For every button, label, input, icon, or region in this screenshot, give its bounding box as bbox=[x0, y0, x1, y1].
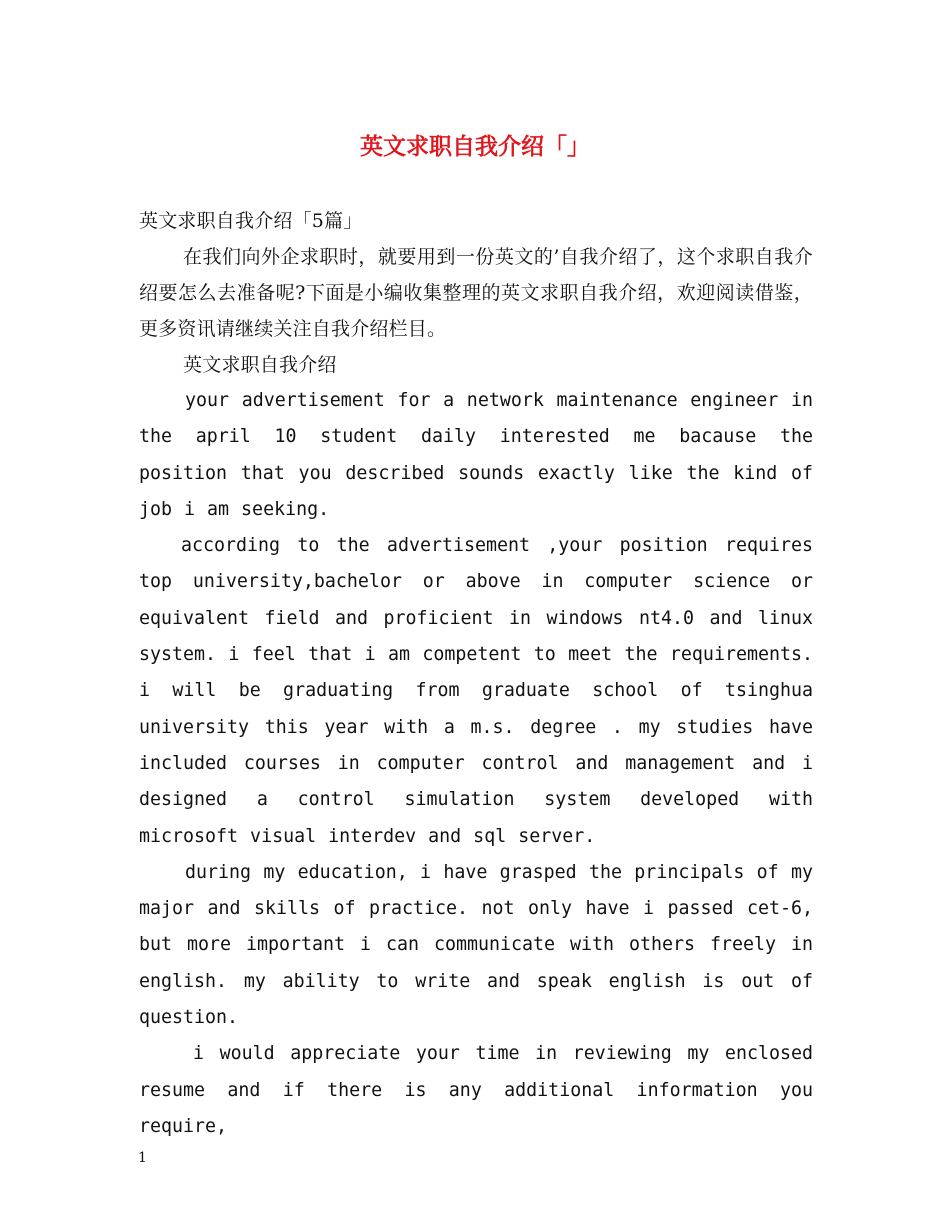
body-paragraph-2: according to the advertisement ,your position requires top university,bachelor or above in computer science or equivalent field and proficient in windows nt4.0 and linux system. i feel that i am competent to meet the requirements. i will be graduating from graduate school of tsinghua university this year with a m.s. degree . my studies have included courses in computer control and management and i designed a control simulation system developed with microsoft visual interdev and sql server. bbox=[139, 535, 813, 847]
document-title: 英文求职自我介绍「」 bbox=[360, 133, 590, 160]
document-body bbox=[139, 203, 813, 1145]
body-paragraph-4: i would appreciate your time in reviewing my enclosed resume and if there is any additional information you require, bbox=[139, 1043, 813, 1137]
intro-paragraph: 在我们向外企求职时，就要用到一份英文的’自我介绍了，这个求职自我介绍要怎么去准备呢?下面是小编收集整理的英文求职自我介绍，欢迎阅读借鉴，更多资讯请继续关注自我介绍栏目。 bbox=[139, 246, 813, 340]
body-paragraph-3: during my education, i have grasped the principals of my major and skills of practice. not only have i passed cet-6, but more important i can communicate with others freely in english. my ability to write and speak english is out of question. bbox=[139, 861, 813, 1029]
document-subtitle: 英文求职自我介绍「5篇」 bbox=[139, 210, 363, 232]
section-heading: 英文求职自我介绍 bbox=[183, 354, 337, 376]
body-paragraph-1: your advertisement for a network maintenance engineer in the april 10 student daily interested me bacause the position that you described sounds exactly like the kind of job i am seeking. bbox=[139, 390, 813, 520]
page-number: 1 bbox=[138, 1150, 147, 1166]
